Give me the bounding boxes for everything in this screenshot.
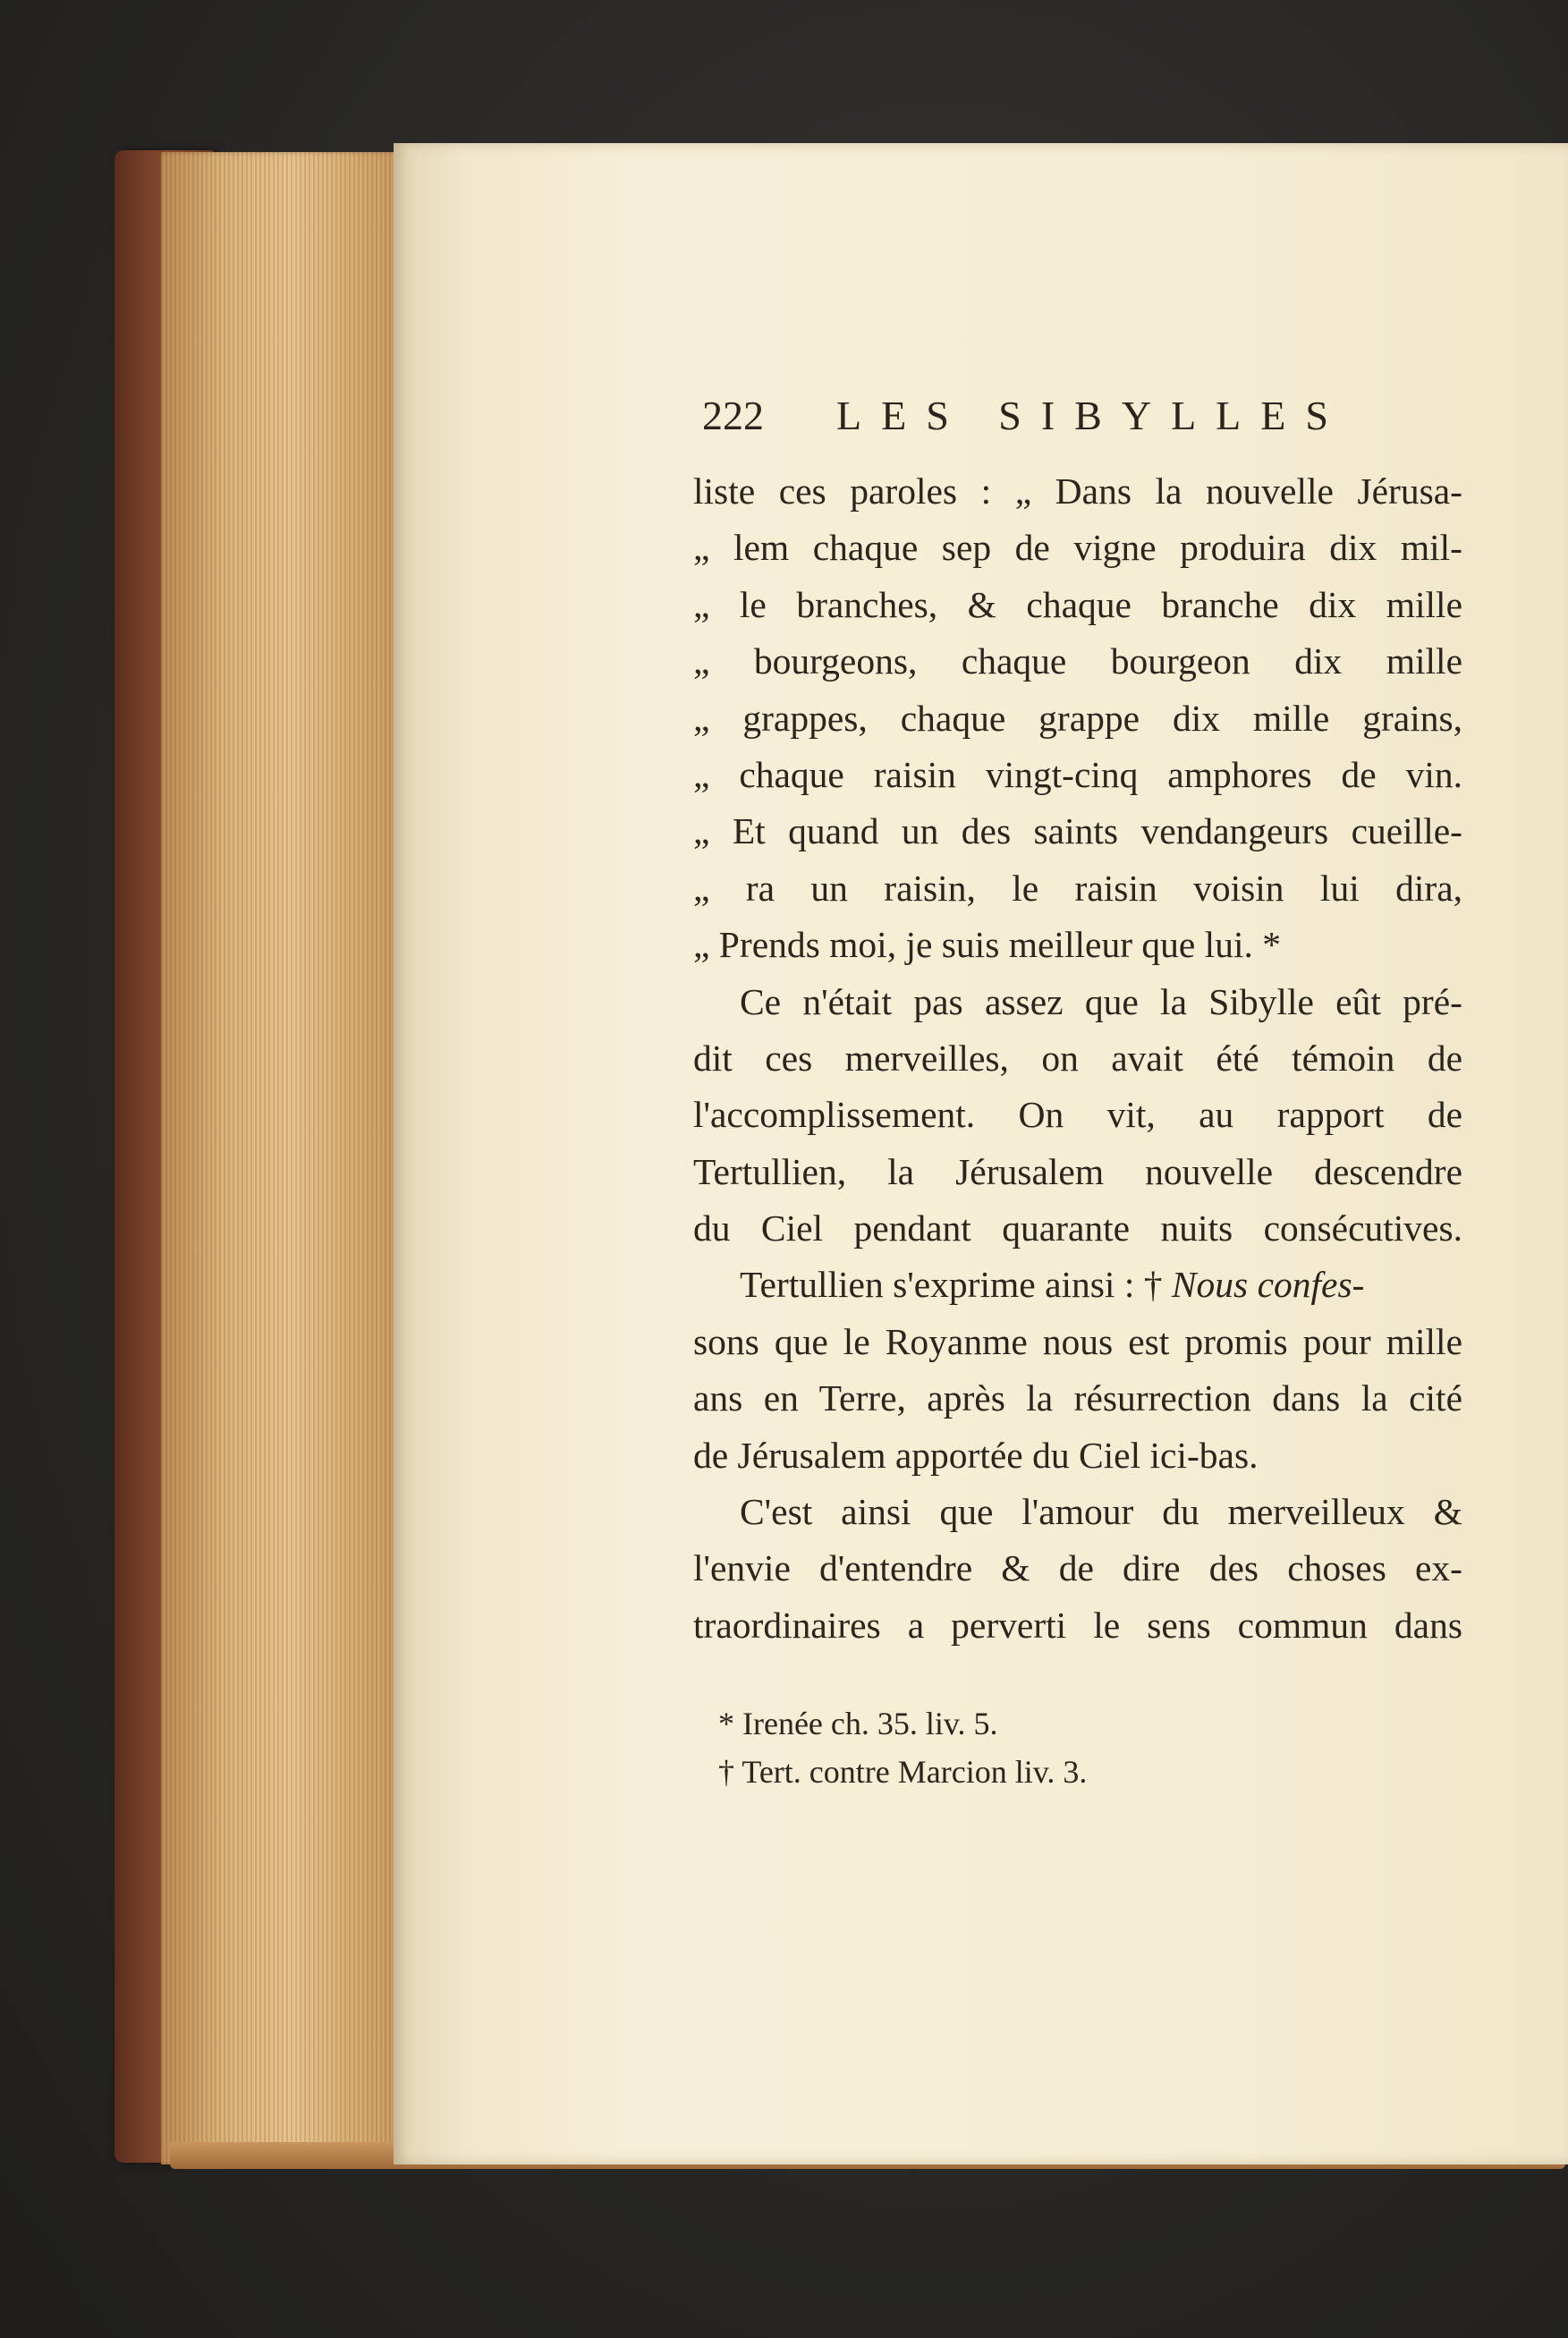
text-line: „ bourgeons, chaque bourgeon dix mille [693,640,1462,682]
text-line-italic: sons que le Royanme nous est promis pour mille [693,1320,1462,1362]
text-line: l'accomplissement. On vit, au rapport de [693,1094,1462,1136]
body-text [693,463,1462,1654]
text-line: l'envie d'entendre & de dire des choses ex- [693,1547,1462,1589]
text-line: liste ces paroles : „ Dans la nouvelle Jérusa- [693,470,1462,512]
text-line: du Ciel pendant quarante nuits consécutives. [693,1207,1462,1249]
footnote: † Tert. contre Marcion liv. 3. [718,1754,1088,1790]
text-line: „ chaque raisin vingt-cinq amphores de vin. [693,753,1462,795]
page-header [702,392,1364,445]
text-line: dit ces merveilles, on avait été témoin de [693,1037,1462,1079]
page-fore-edge [161,152,401,2164]
text-fragment: Tertullien s'exprime ainsi : † [740,1264,1172,1306]
text-line: Ce n'était pas assez que la Sibylle eût pré- [740,980,1462,1022]
running-title: LES SIBYLLES [836,393,1348,438]
italic-fragment: Nous confes- [1171,1264,1365,1306]
text-line: „ lem chaque sep de vigne produira dix mil- [693,527,1462,569]
text-line: „ Et quand un des saints vendangeurs cueille- [693,810,1462,852]
text-line: traordinaires a perverti le sens commun dans [693,1604,1462,1646]
footnotes [718,1699,1344,1796]
page-number: 222 [702,393,764,438]
text-line: C'est ainsi que l'amour du merveilleux & [740,1491,1462,1533]
text-line: „ ra un raisin, le raisin voisin lui dira, [693,867,1462,909]
footnote: * Irenée ch. 35. liv. 5. [718,1706,998,1741]
text-line-italic: de Jérusalem apportée du Ciel ici-bas. [693,1434,1259,1476]
text-line: „ le branches, & chaque branche dix mille [693,583,1462,625]
text-line: „ grappes, chaque grappe dix mille grains, [693,697,1462,739]
text-line: Tertullien, la Jérusalem nouvelle descendre [693,1150,1462,1192]
text-line [693,1257,1462,1313]
text-line: „ Prends moi, je suis meilleur que lui. * [693,924,1281,966]
text-line-italic: ans en Terre, après la résurrection dans la cité [693,1377,1462,1419]
